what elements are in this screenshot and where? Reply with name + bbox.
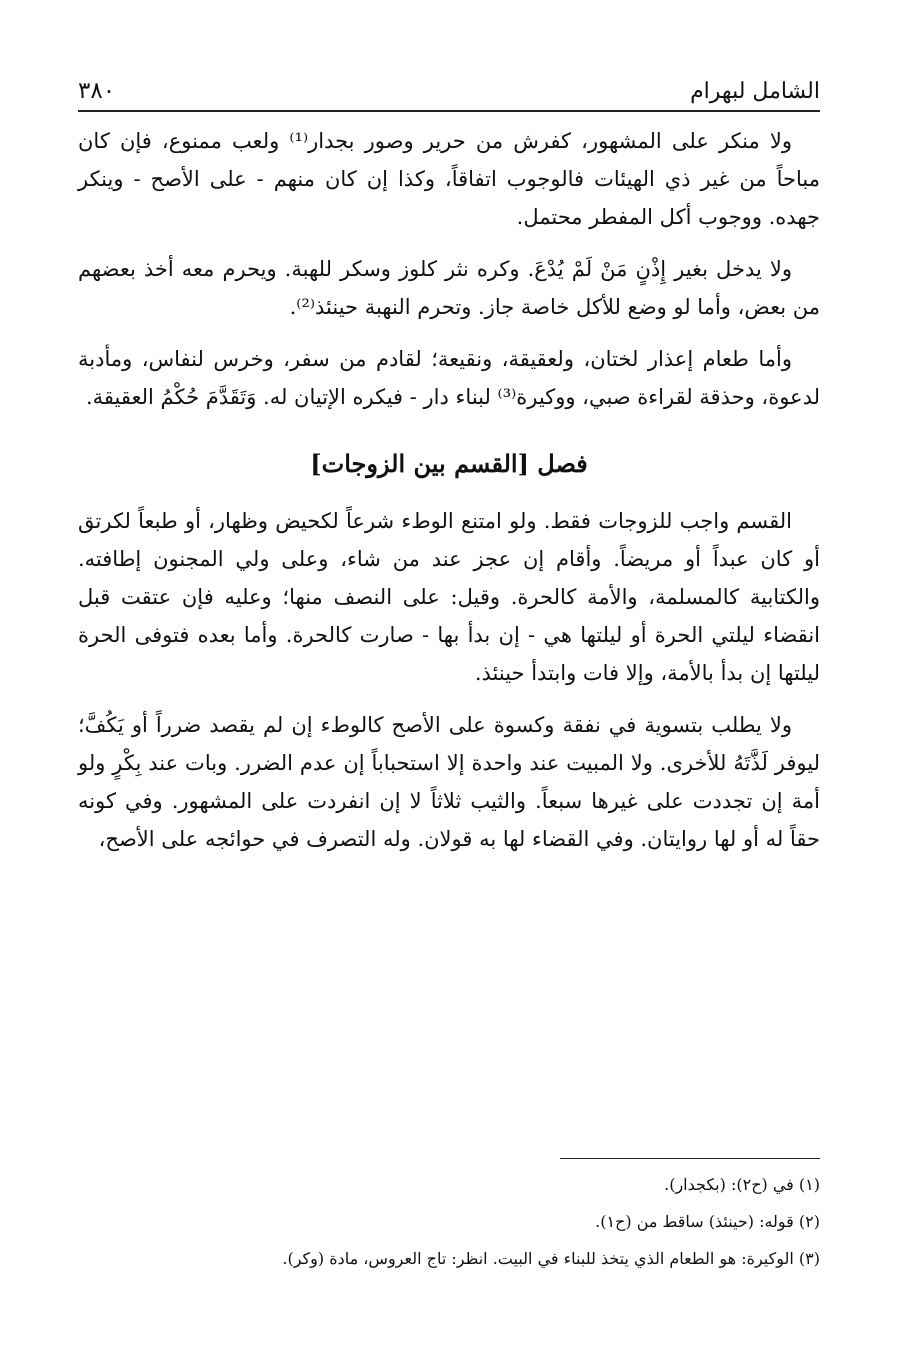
paragraph: القسم واجب للزوجات فقط. ولو امتنع الوطء شرعاً لكحيض وظهار، أو طبعاً لكرتق أو كان عبداً أو مريضاً. وأقام إن عجز عند من شاء، وعلى ولي المجنون إطافته. والكتابية كالمسلمة، والأمة كالحرة. وقيل: على النصف منها؛ وعليه فإن عتقت قبل انقضاء ليلتي الحرة أو ليلتها هي - إن بدأ بها - صارت كالحرة. وأما بعده فتوفى الحرة ليلتها إن بدأ بالأمة، وإلا فات وابتدأ حينئذ. [78,509,820,685]
main-text [78,122,820,872]
footnote: (١) في (ح٢): (بكجدار). [664,1175,820,1194]
paragraph: ولا يطلب بتسوية في نفقة وكسوة على الأصح كالوطء إن لم يقصد ضرراً أو يَكُفَّ؛ ليوفر لَذَّتَهُ للأخرى. ولا المبيت عند واحدة إلا استحباباً إن عدم الضرر. وبات عند بِكْرٍ ولو أمة إن تجددت على غيرها سبعاً. والثيب ثلاثاً لا إن انفردت على المشهور. وفي كونه حقاً له أو لها روايتان. وفي القضاء لها به قولان. وله التصرف في حوائجه على الأصح، [78,713,820,851]
running-title: الشامل لبهرام [690,79,820,104]
header-rule [78,110,820,112]
page-number: ٣٨٠ [78,78,116,104]
page-header [78,60,820,104]
paragraph: ولا يدخل بغير إِذْنٍ مَنْ لَمْ يُدْعَ. وكره نثر كلوز وسكر للهبة. ويحرم معه أخذ بعضهم من بعض، وأما لو وضع للأكل خاصة جاز. وتحرم النهبة حينئذ⁽²⁾. [78,257,820,319]
footnote: (٣) الوكيرة: هو الطعام الذي يتخذ للبناء في البيت. انظر: تاج العروس، مادة (وكر). [282,1249,820,1268]
paragraph: وأما طعام إعذار لختان، ولعقيقة، ونقيعة؛ لقادم من سفر، وخرس لنفاس، ومأدبة لدعوة، وحذقة لقراءة صبي، ووكيرة⁽³⁾ لبناء دار - فيكره الإتيان له. وَتَقَدَّمَ حُكْمُ العقيقة. [78,347,820,409]
footnotes [78,1166,820,1277]
footnote-separator [560,1158,820,1159]
section-heading: فصل [القسم بين الزوجات] [310,449,588,478]
paragraph: ولا منكر على المشهور، كفرش من حرير وصور بجدار⁽¹⁾ ولعب ممنوع، فإن كان مباحاً من غير ذي الهيئات فالوجوب اتفاقاً، وكذا إن كان منهم - على الأصح - وينكر جهده. ووجوب أكل المفطر محتمل. [78,129,820,229]
footnote: (٢) قوله: (حينئذ) ساقط من (ح١). [595,1212,820,1231]
